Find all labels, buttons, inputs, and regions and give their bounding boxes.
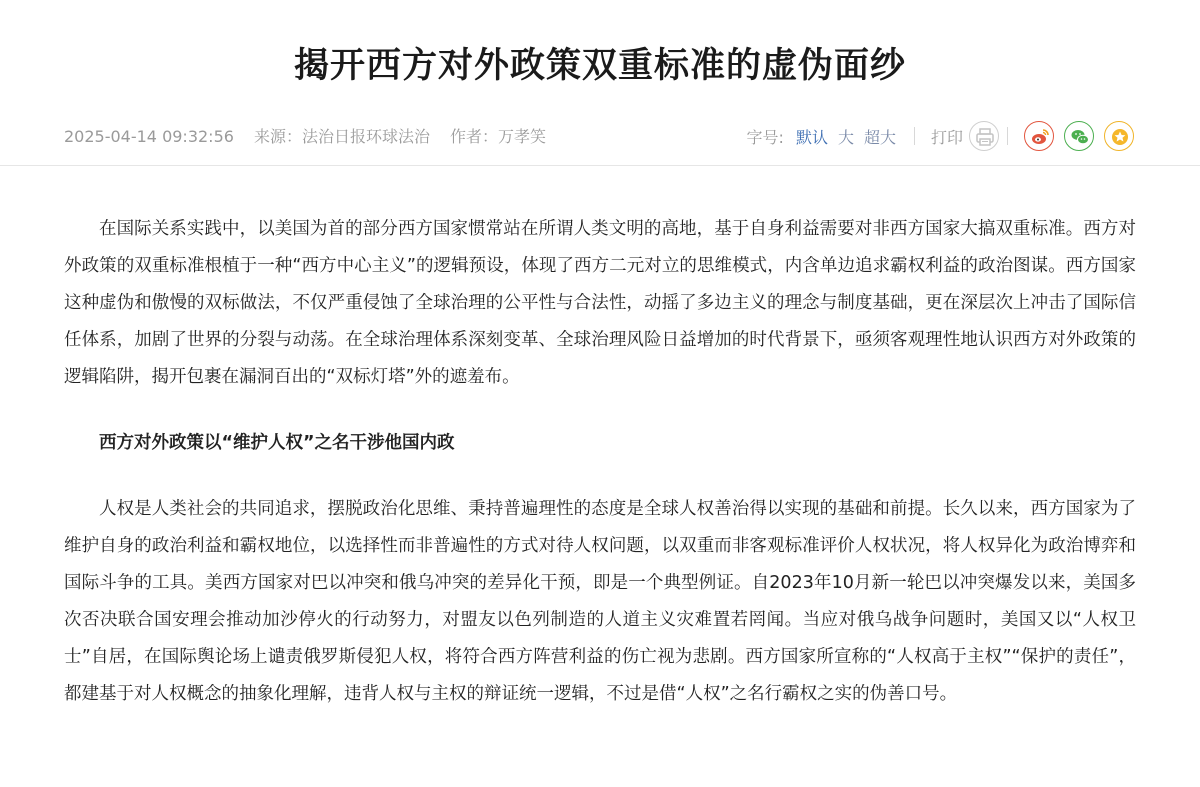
weibo-icon[interactable]	[1024, 121, 1054, 151]
print-label[interactable]: 打印	[930, 127, 963, 147]
meta-info	[64, 124, 566, 147]
header-divider	[0, 165, 1200, 166]
section-heading: 西方对外政策以“维护人权”之名干涉他国内政	[99, 433, 455, 453]
meta-bar	[64, 121, 1136, 151]
printer-icon[interactable]	[969, 121, 999, 151]
article-body	[64, 211, 1136, 713]
star-icon[interactable]	[1104, 121, 1134, 151]
divider	[914, 127, 915, 145]
wechat-icon[interactable]	[1064, 121, 1094, 151]
font-size-label: 字号:	[746, 127, 784, 147]
font-size-xlarge[interactable]: 超大	[863, 127, 896, 147]
publish-datetime: 2025-04-14 09:32:56	[64, 127, 234, 146]
author: 作者：万孝笑	[449, 127, 546, 146]
source: 来源：法治日报环球法治	[253, 127, 430, 146]
article-tools	[747, 121, 1134, 151]
font-size-large[interactable]: 大	[837, 127, 854, 147]
divider	[1007, 127, 1008, 145]
paragraph: 人权是人类社会的共同追求，摆脱政治化思维、秉持普遍理性的态度是全球人权善治得以实现的基础和前提。长久以来，西方国家为了维护自身的政治利益和霸权地位，以选择性而非普遍性的方式对待人权问题，以双重而非客观标准评价人权状况，将人权异化为政治博弈和国际斗争的工具。美西方国家对巴以冲突和俄乌冲突的差异化干预，即是一个典型例证。自2023年10月新一轮巴以冲突爆发以来，美国多次否决联合国安理会推动加沙停火的行动努力，对盟友以色列制造的人道主义灾难置若罔闻。当应对俄乌战争问题时，美国又以“人权卫士”自居，在国际舆论场上谴责俄罗斯侵犯人权，将符合西方阵营利益的伤亡视为悲剧。西方国家所宣称的“人权高于主权”“保护的责任”，都建基于对人权概念的抽象化理解，违背人权与主权的辩证统一逻辑，不过是借“人权”之名行霸权之实的伪善口号。	[64, 499, 1136, 704]
article-title: 揭开西方对外政策双重标准的虚伪面纱	[293, 46, 906, 86]
paragraph: 在国际关系实践中，以美国为首的部分西方国家惯常站在所谓人类文明的高地，基于自身利益需要对非西方国家大搞双重标准。西方对外政策的双重标准根植于一种“西方中心主义”的逻辑预设，体现了西方二元对立的思维模式，内含单边追求霸权利益的政治图谋。西方国家这种虚伪和傲慢的双标做法，不仅严重侵蚀了全球治理的公平性与合法性，动摇了多边主义的理念与制度基础，更在深层次上冲击了国际信任体系，加剧了世界的分裂与动荡。在全球治理体系深刻变革、全球治理风险日益增加的时代背景下，亟须客观理性地认识西方对外政策的逻辑陷阱，揭开包裹在漏洞百出的“双标灯塔”外的遮羞布。	[64, 219, 1136, 387]
font-size-default[interactable]: 默认	[795, 127, 828, 147]
